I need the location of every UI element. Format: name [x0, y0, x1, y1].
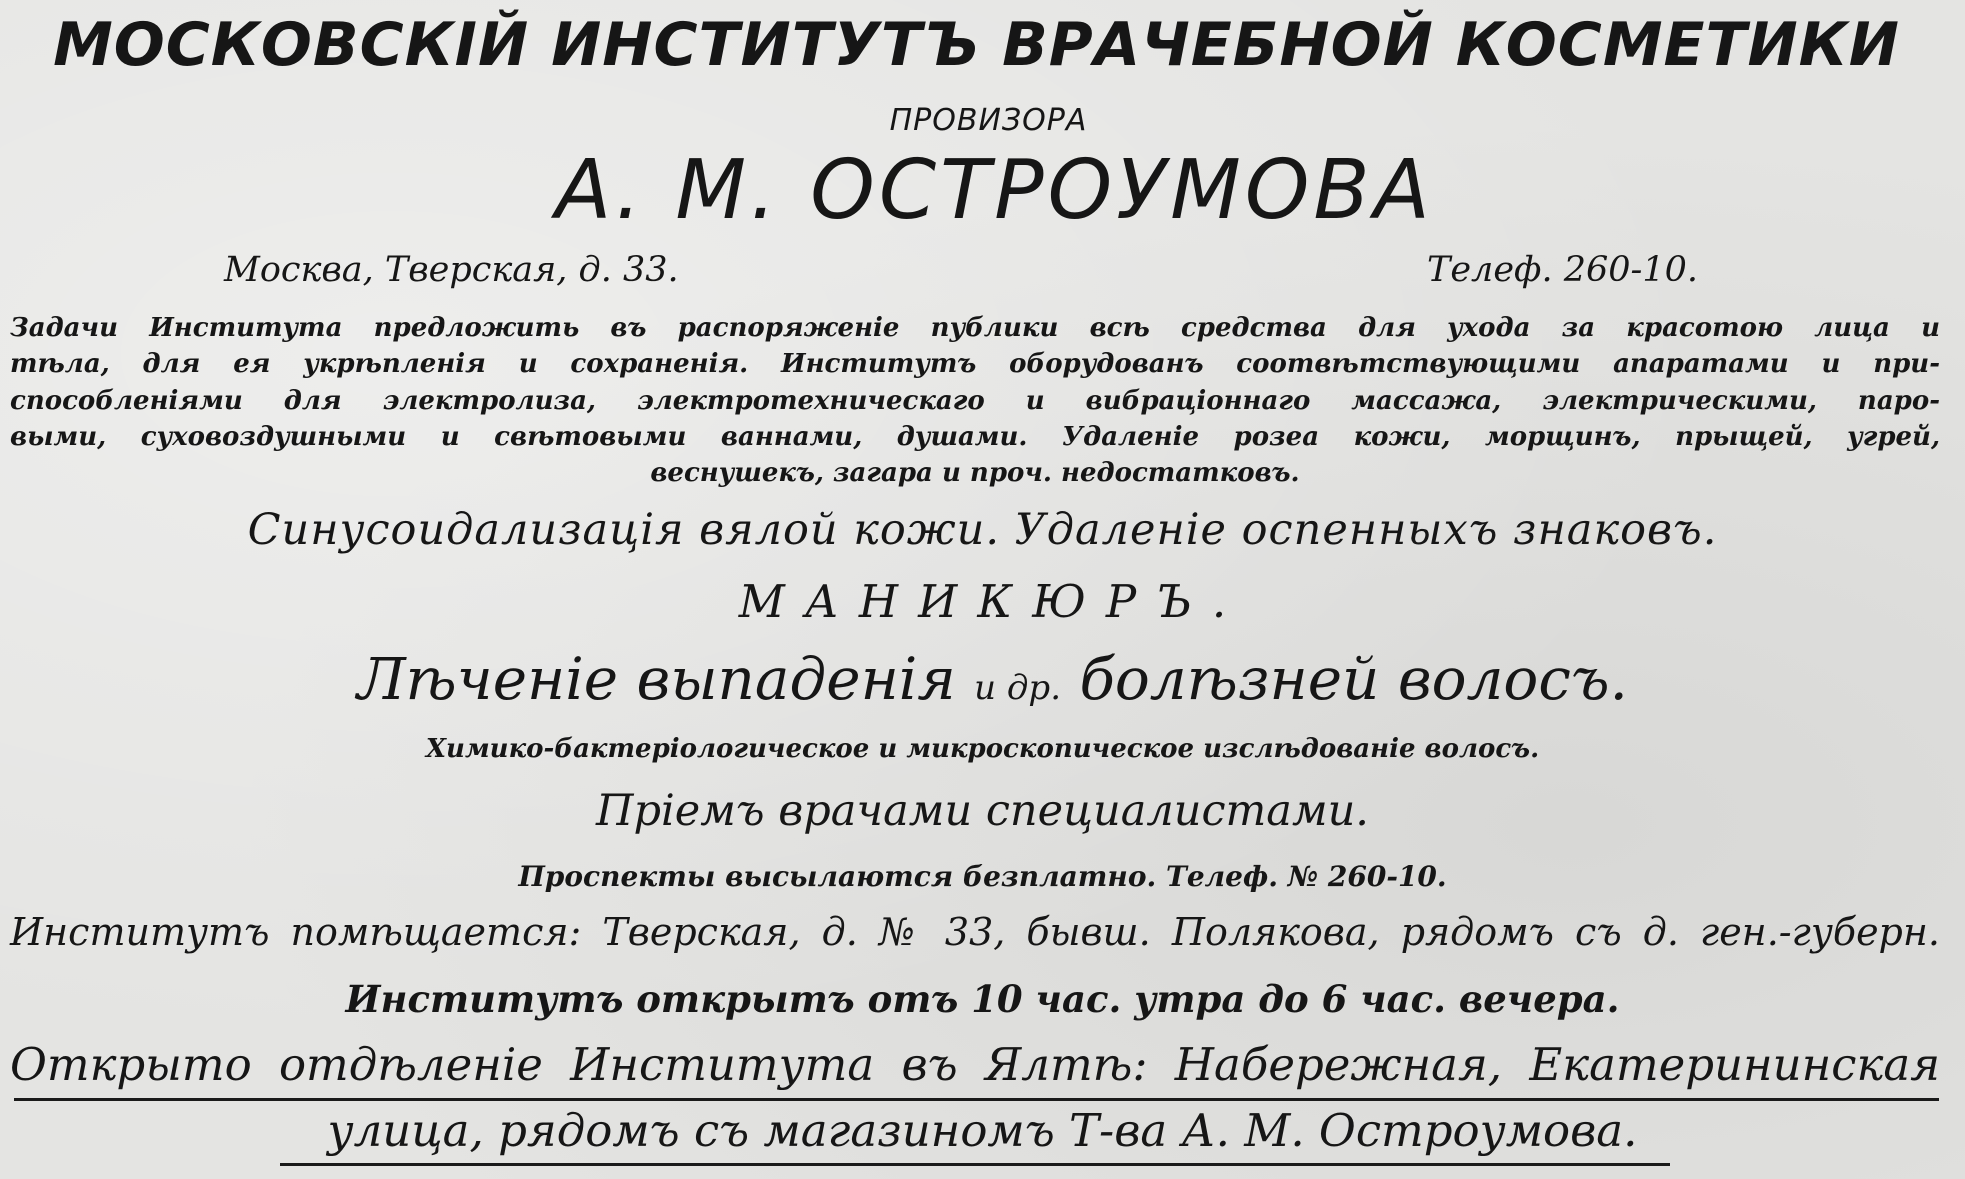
description-line-4: выми, суховоздушными и свѣтовыми ваннами, душами. Удаленiе розеа кожи, морщинъ, прыщей, угрей, — [10, 422, 1940, 452]
hair-treatment-part-1: Лѣченiе выпаденiя — [357, 645, 956, 713]
service-hair-treatment — [10, 645, 1965, 713]
underline-rule-1 — [14, 1098, 1939, 1101]
hair-treatment-part-2: и др. — [974, 668, 1061, 708]
institute-title: МОСКОВСКIЙ ИНСТИТУТЪ ВРАЧЕБНОЙ КОСМЕТИКИ — [53, 10, 1900, 80]
service-manicure: МАНИКЮРЪ. — [738, 575, 1247, 628]
owner-name: А. М. ОСТРОУМОВА — [555, 143, 1434, 238]
phone: Телеф. 260-10. — [1427, 250, 1698, 290]
underline-rule-2 — [280, 1163, 1670, 1166]
description-line-5: веснушекъ, загара и проч. недостатковъ. — [650, 458, 1300, 488]
description-line-2: тѣла, для ея укрѣпленiя и сохраненiя. Институтъ оборудованъ соотвѣтствующими апаратами и при- — [10, 349, 1940, 379]
prospects-note: Проспекты высылаются безплатно. Телеф. № 260-10. — [518, 860, 1447, 893]
location-line: Институтъ помѣщается: Тверская, д. № 33, бывш. Полякова, рядомъ съ д. ген.-губерн. — [10, 910, 1940, 954]
service-reception: Прiемъ врачами специалистами. — [596, 786, 1369, 836]
branch-line-1: Открыто отдѣленiе Института въ Ялтѣ: Набережная, Екатерининская — [10, 1038, 1940, 1091]
hair-treatment-part-3: болѣзней волосъ. — [1079, 645, 1628, 713]
description-line-1: Задачи Института предложить въ распоряженiе публики всѣ средства для ухода за красотою лица и — [10, 313, 1940, 343]
address: Москва, Тверская, д. 33. — [224, 250, 679, 290]
service-research: Химико-бактерiологическое и микроскопическое изслѣдованiе волосъ. — [425, 734, 1540, 764]
description-line-3: способленiями для электролиза, электротехническаго и вибрацiоннаго массажа, электрическими, паро- — [10, 386, 1940, 416]
branch-line-2: улица, рядомъ съ магазиномъ Т-ва А. М. Остроумова. — [327, 1104, 1638, 1157]
subtitle-provizor: ПРОВИЗОРА — [889, 103, 1088, 138]
service-sinus: Синусоидализацiя вялой кожи. Удаленiе оспенныхъ знаковъ. — [247, 505, 1718, 555]
opening-hours: Институтъ открытъ отъ 10 час. утра до 6 час. вечера. — [345, 977, 1620, 1021]
